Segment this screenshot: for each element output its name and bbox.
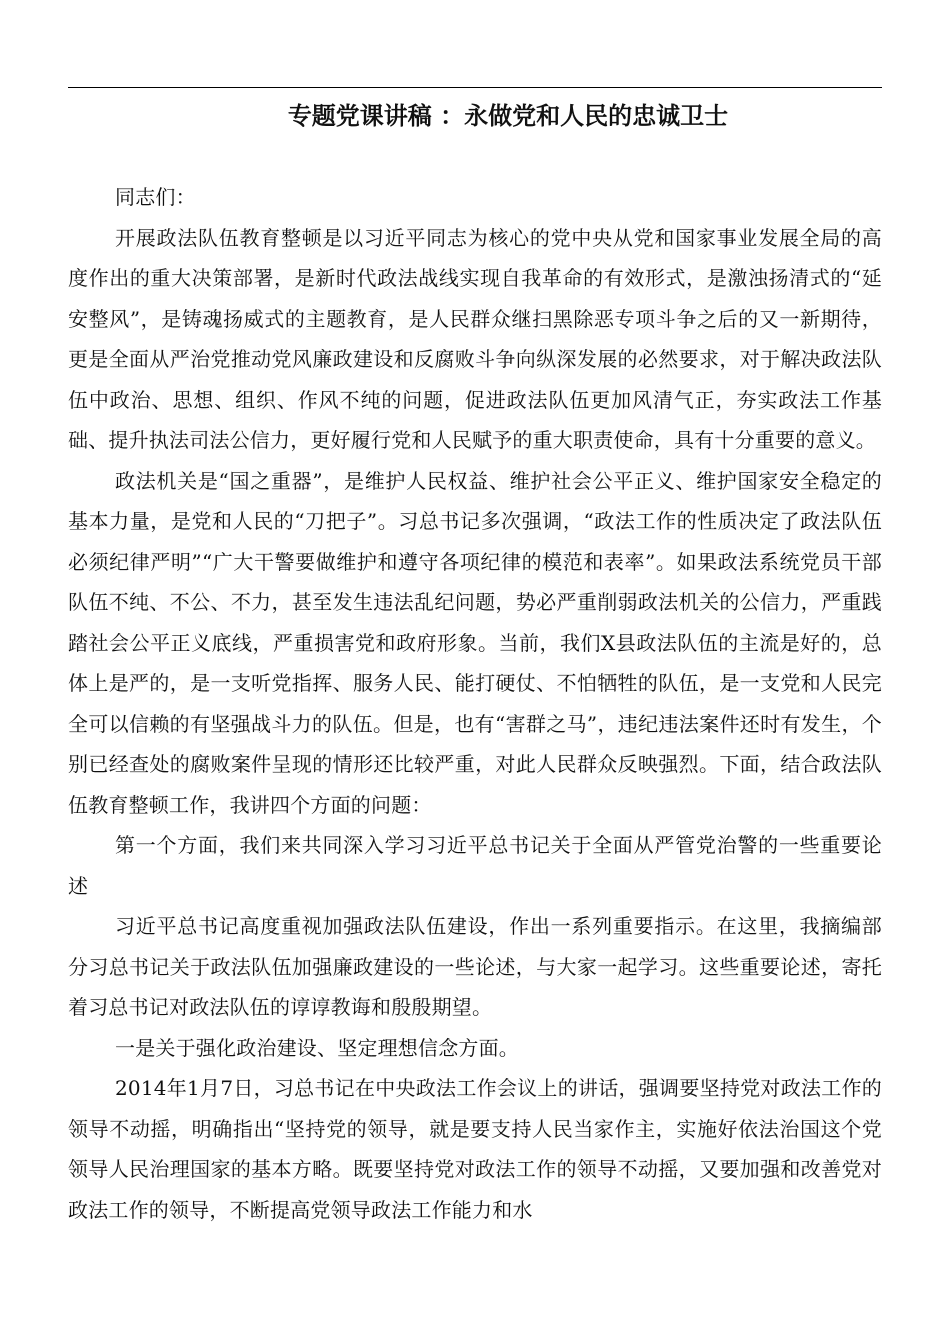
- salutation-paragraph: 同志们：: [115, 185, 196, 209]
- section-heading-paragraph: 第一个方面，我们来共同深入学习习近平总书记关于全面从严管党治警的一些重要论述: [68, 833, 882, 898]
- document-body: [68, 177, 882, 1230]
- subsection-heading-paragraph: 一是关于强化政治建设、坚定理想信念方面。: [115, 1035, 519, 1060]
- body-paragraph: 2014年1月7日，习总书记在中央政法工作会议上的讲话，强调要坚持党对政法工作的领导不动摇，明确指出“坚持党的领导，就是要支持人民当家作主，实施好依法治国这个党领导人民治理国家的基本方略。既要坚持党对政法工作的领导不动摇，又要加强和改善党对政法工作的领导，不断提高党领导政法工作能力和水: [68, 1076, 882, 1222]
- body-paragraph: 习近平总书记高度重视加强政法队伍建设，作出一系列重要指示。在这里，我摘编部分习总书记关于政法队伍加强廉政建设的一些论述，与大家一起学习。这些重要论述，寄托着习总书记对政法队伍的谆谆教诲和殷殷期望。: [68, 914, 882, 1019]
- header-rule: [68, 87, 882, 88]
- body-paragraph: 开展政法队伍教育整顿是以习近平同志为核心的党中央从党和国家事业发展全局的高度作出的重大决策部署，是新时代政法战线实现自我革命的有效形式，是激浊扬清式的“延安整风”，是铸魂扬威式的主题教育，是人民群众继扫黑除恶专项斗争之后的又一新期待，更是全面从严治党推动党风廉政建设和反腐败斗争向纵深发展的必然要求，对于解决政法队伍中政治、思想、组织、作风不纯的问题，促进政法队伍更加风清气正，夯实政法工作基础、提升执法司法公信力，更好履行党和人民赋予的重大职责使命，具有十分重要的意义。: [68, 225, 882, 452]
- document-title: 专题党课讲稿 ：永做党和人民的忠诚卫士: [287, 102, 729, 130]
- body-paragraph: 政法机关是“国之重器”，是维护人民权益、维护社会公平正义、维护国家安全稳定的基本力量，是党和人民的“刀把子”。习总书记多次强调，“政法工作的性质决定了政法队伍必须纪律严明”“广大干警要做维护和遵守各项纪律的模范和表率”。如果政法系统党员干部队伍不纯、不公、不力，甚至发生违法乱纪问题，势必严重削弱政法机关的公信力，严重践踏社会公平正义底线，严重损害党和政府形象。当前，我们X县政法队伍的主流是好的，总体上是严的，是一支听党指挥、服务人民、能打硬仗、不怕牺牲的队伍，是一支党和人民完全可以信赖的有坚强战斗力的队伍。但是，也有“害群之马”，违纪违法案件还时有发生，个别已经查处的腐败案件呈现的情形还比较严重，对此人民群众反映强烈。下面，结合政法队伍教育整顿工作，我讲四个方面的问题：: [68, 468, 882, 817]
